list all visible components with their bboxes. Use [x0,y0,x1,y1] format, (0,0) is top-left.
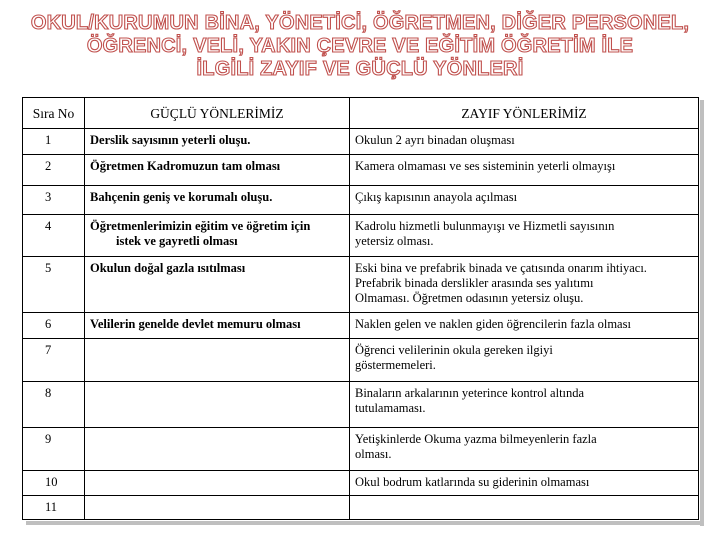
title-line-1: OKUL/KURUMUN BİNA, YÖNETİCİ, ÖĞRETMEN, DİĞER PERSONEL, [30,12,690,34]
weakness-line-2: tutulamaması. [355,401,426,415]
page-title [0,12,720,81]
row-number: 2 [23,155,85,186]
weakness-line-1: Öğrenci velilerinin okula gereken ilgiyi [355,343,553,357]
weakness-cell [350,428,699,471]
weakness-cell [350,257,699,313]
table-row [23,313,699,339]
strength-cell: Bahçenin geniş ve korumalı oluşu. [85,186,350,215]
strength-cell [85,215,350,257]
strength-cell [85,428,350,471]
table-row [23,496,699,520]
weakness-line-2: göstermemeleri. [355,358,436,372]
weakness-line-1: Binaların arkalarının yeterince kontrol altında [355,386,585,400]
title-line-3: İLGİLİ ZAYIF VE GÜÇLÜ YÖNLERİ [196,58,524,80]
weakness-cell: Çıkış kapısının anayola açılması [350,186,699,215]
weakness-cell: Okul bodrum katlarında su giderinin olmaması [350,471,699,496]
row-number: 7 [23,339,85,382]
table-row [23,129,699,155]
row-number: 3 [23,186,85,215]
weakness-cell [350,339,699,382]
strength-cell: Derslik sayısının yeterli oluşu. [85,129,350,155]
table-shadow-bottom [26,521,704,525]
table-shadow-right [700,100,704,526]
strength-cell [85,471,350,496]
strength-cell [85,382,350,428]
weakness-line-1: Eski bina ve prefabrik binada ve çatısında onarım ihtiyacı. [355,261,647,275]
weakness-line-3: Olmaması. Öğretmen odasının yetersiz oluşu. [355,291,584,305]
strength-line-1: Öğretmenlerimizin eğitim ve öğretim için [90,219,311,233]
weakness-line-1: Yetişkinlerde Okuma yazma bilmeyenlerin fazla [355,432,597,446]
strength-cell [85,496,350,520]
row-number: 4 [23,215,85,257]
table-row [23,428,699,471]
strength-line-2: istek ve gayretli olması [116,234,238,248]
row-number: 10 [23,471,85,496]
header-no: Sıra No [23,98,85,129]
table-row [23,382,699,428]
table-header-row [23,98,699,129]
row-number: 1 [23,129,85,155]
weakness-cell [350,382,699,428]
table-row [23,215,699,257]
strength-cell: Öğretmen Kadromuzun tam olması [85,155,350,186]
row-number: 8 [23,382,85,428]
weakness-cell: Okulun 2 ayrı binadan oluşması [350,129,699,155]
title-line-2: ÖĞRENCİ, VELİ, YAKIN ÇEVRE VE EĞİTİM ÖĞRETİM İLE [86,35,634,57]
weakness-line-2: yetersiz olması. [355,234,434,248]
strength-cell [85,339,350,382]
row-number: 5 [23,257,85,313]
swot-table [22,97,699,520]
row-number: 9 [23,428,85,471]
weakness-line-2: Prefabrik binada derslikler arasında ses yalıtımı [355,276,594,290]
row-number: 6 [23,313,85,339]
strength-cell: Okulun doğal gazla ısıtılması [85,257,350,313]
header-weak: ZAYIF YÖNLERİMİZ [350,98,699,129]
weakness-line-2: olması. [355,447,392,461]
row-number: 11 [23,496,85,520]
table-row [23,257,699,313]
weakness-cell: Naklen gelen ve naklen giden öğrencilerin fazla olması [350,313,699,339]
weakness-line-1: Kadrolu hizmetli bulunmayışı ve Hizmetli sayısının [355,219,615,233]
strength-cell: Velilerin genelde devlet memuru olması [85,313,350,339]
weakness-cell: Kamera olmaması ve ses sisteminin yeterli olmayışı [350,155,699,186]
header-strong: GÜÇLÜ YÖNLERİMİZ [85,98,350,129]
weakness-cell [350,496,699,520]
table-row [23,155,699,186]
table-row [23,471,699,496]
table-row [23,186,699,215]
weakness-cell [350,215,699,257]
table-row [23,339,699,382]
